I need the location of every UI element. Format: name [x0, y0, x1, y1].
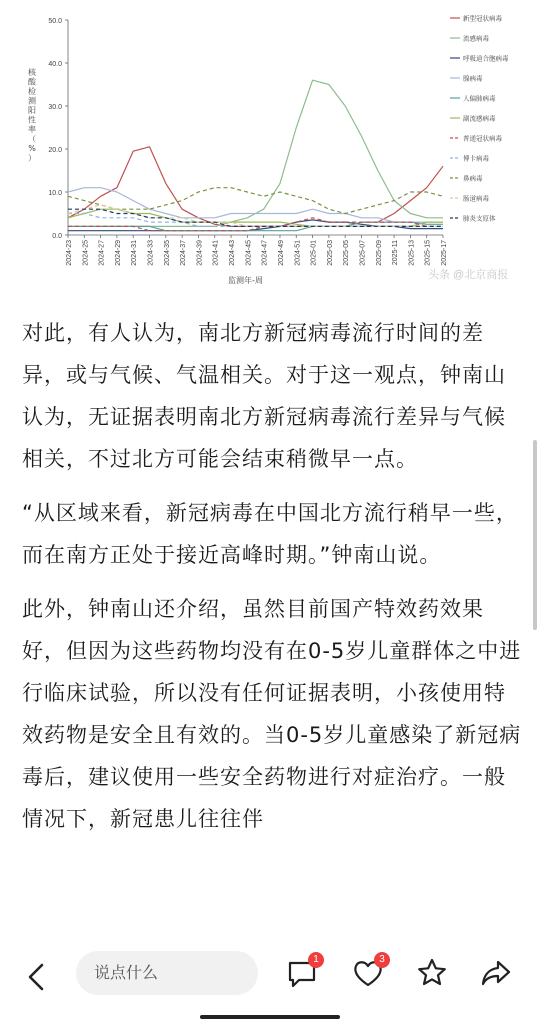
y-axis-label: 阳	[28, 106, 36, 115]
like-count-badge: 3	[374, 952, 390, 968]
x-tick-label: 2024-39	[196, 240, 204, 266]
x-tick-label: 2024-31	[131, 240, 139, 266]
y-axis-label: （	[28, 134, 36, 144]
legend-label: 腺病毒	[463, 74, 483, 83]
article-paragraph: 对此，有人认为，南北方新冠病毒流行时间的差异，或与气候、气温相关。对于这一观点，钟南山认为，无证据表明南北方新冠病毒流行差异与气候相关，不过北方可能会结束稍微早一点。	[22, 321, 506, 471]
legend-label: 呼吸道合胞病毒	[463, 54, 509, 63]
x-tick-label: 2025-15	[424, 240, 432, 266]
comment-count-badge: 1	[308, 952, 324, 968]
x-tick-label: 2024-37	[180, 240, 188, 266]
legend-label: 鼻病毒	[463, 174, 483, 183]
x-tick-label: 2024-27	[98, 240, 106, 266]
x-tick-label: 2024-33	[147, 240, 155, 266]
y-tick-label: 0.0	[52, 233, 62, 240]
y-axis-label: 检	[28, 87, 36, 96]
x-tick-label: 2024-47	[261, 240, 269, 266]
legend-label: 普通冠状病毒	[463, 134, 502, 143]
series-line	[68, 80, 443, 226]
x-tick-label: 2024-29	[114, 240, 122, 266]
y-axis-label: 酸	[28, 77, 36, 87]
scrollbar[interactable]	[533, 440, 537, 630]
legend-label: 人偏肺病毒	[463, 94, 496, 103]
y-tick-label: 20.0	[48, 147, 62, 154]
y-axis-label: %	[28, 144, 36, 153]
line-chart	[0, 0, 540, 300]
legend-label: 流感病毒	[463, 34, 489, 43]
legend-label: 肠道病毒	[463, 194, 489, 203]
x-tick-label: 2025-13	[408, 240, 416, 266]
series-line	[68, 188, 443, 214]
like-button[interactable]	[350, 955, 386, 991]
x-tick-label: 2024-45	[245, 240, 253, 266]
article-body	[22, 312, 522, 852]
article-paragraph: “从区域来看，新冠病毒在中国北方流行稍早一些，而在南方正处于接近高峰时期。”钟南山说。	[22, 501, 518, 567]
legend-label: 肺炎支原体	[463, 214, 496, 223]
x-tick-label: 2024-35	[163, 240, 171, 266]
x-tick-label: 2025-05	[343, 240, 351, 266]
x-tick-label: 2024-51	[294, 240, 302, 266]
x-tick-label: 2024-43	[229, 239, 237, 266]
series-line	[68, 205, 443, 227]
chart-figure	[0, 0, 540, 300]
legend-label: 副流感病毒	[463, 114, 496, 123]
x-tick-label: 2024-25	[82, 240, 90, 266]
watermark: 头条 @北京商报	[428, 269, 509, 281]
y-axis-label: 核	[28, 68, 36, 77]
home-indicator	[200, 1015, 340, 1019]
y-tick-label: 40.0	[48, 61, 62, 68]
y-axis-label: 率	[28, 125, 36, 134]
star-icon	[414, 955, 450, 991]
y-tick-label: 50.0	[48, 18, 62, 25]
article-paragraph: 此外，钟南山还介绍，虽然目前国产特效药效果好，但因为这些药物均没有在0-5岁儿童群体之中进行临床试验，所以没有任何证据表明，小孩使用特效药物是安全且有效的。当0-5岁儿童感染了新冠病毒后，建议使用一些安全药物进行对症治疗。一般情况下，新冠患儿往往伴	[22, 597, 522, 831]
favorite-button[interactable]	[414, 955, 450, 991]
x-tick-label: 2024-23	[66, 240, 73, 266]
bottom-action-bar	[0, 941, 540, 1025]
x-tick-label: 2025-17	[441, 240, 448, 266]
y-tick-label: 30.0	[48, 104, 62, 111]
y-axis-label: ）	[28, 153, 36, 163]
x-tick-label: 2025-09	[375, 240, 383, 266]
x-tick-label: 2024-49	[277, 240, 285, 266]
comment-input[interactable]: 说点什么	[76, 951, 258, 995]
x-tick-label: 2025-01	[310, 240, 318, 266]
x-tick-label: 2025-11	[392, 240, 400, 266]
share-button[interactable]	[478, 955, 514, 991]
back-button[interactable]	[20, 959, 56, 995]
comment-button[interactable]	[284, 955, 320, 991]
y-tick-label: 10.0	[48, 190, 62, 197]
y-axis-label: 测	[28, 96, 36, 106]
y-axis-label: 性	[28, 115, 36, 125]
x-tick-label: 2024-41	[212, 240, 220, 266]
x-axis-label: 监测年-周	[228, 276, 263, 285]
legend-label: 博卡病毒	[463, 154, 489, 163]
back-icon	[20, 959, 56, 995]
x-tick-label: 2025-03	[326, 240, 334, 266]
legend-label: 新型冠状病毒	[463, 14, 502, 23]
share-icon	[478, 955, 514, 991]
x-tick-label: 2025-07	[359, 240, 367, 266]
